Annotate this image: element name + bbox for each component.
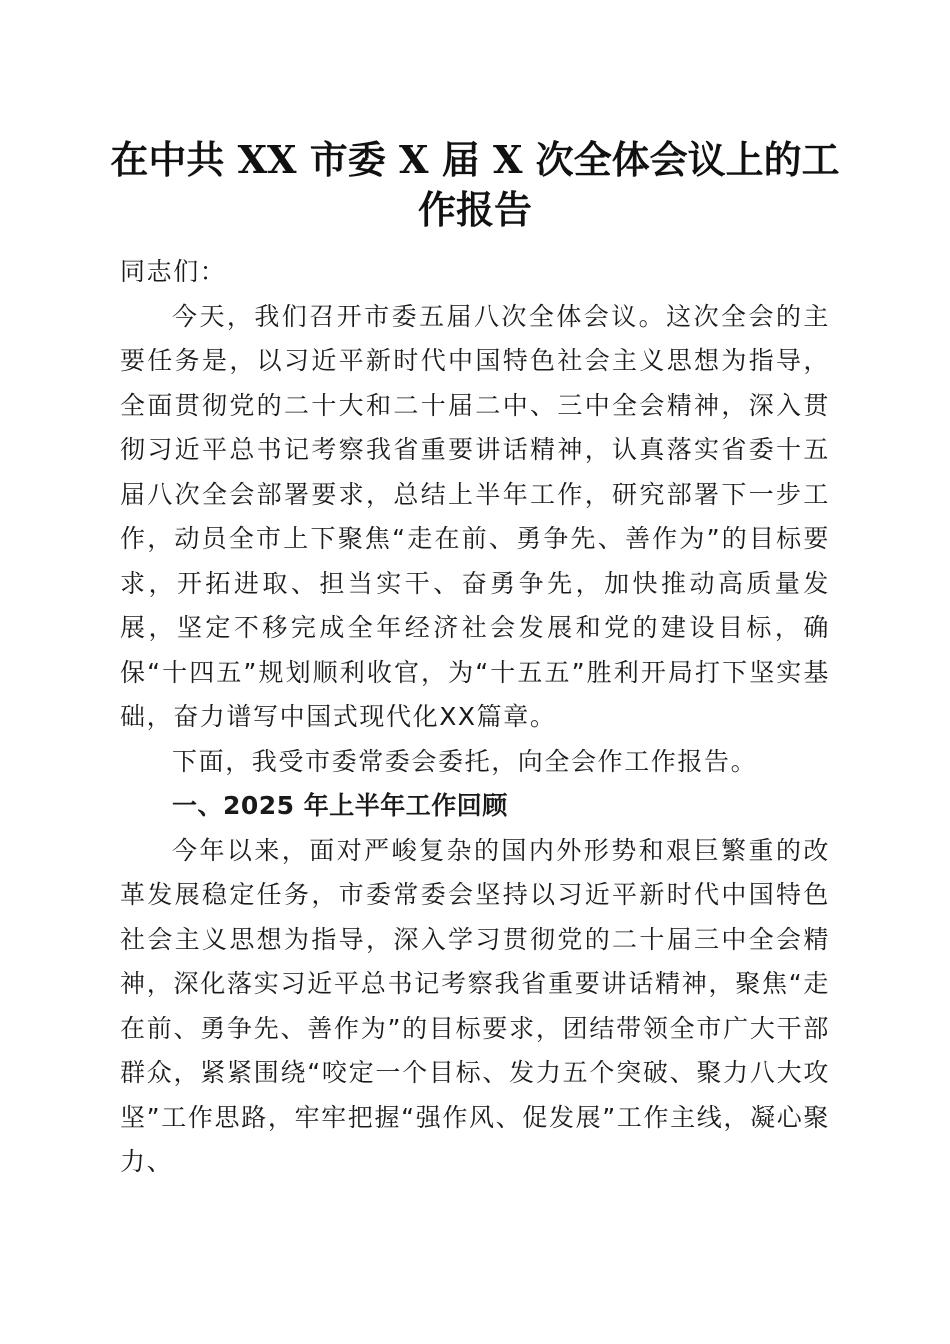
paragraph-transition: 下面，我受市委常委会委托，向全会作工作报告。 [172, 746, 758, 776]
section-heading: 一、2025 年上半年工作回顾 [172, 791, 508, 820]
salutation: 同志们： [120, 257, 227, 286]
document-title: 在中共 XX 市委 X 届 X 次全体会议上的工作报告 [110, 137, 840, 232]
document-body [120, 250, 830, 1185]
paragraph-review: 今年以来，面对严峻复杂的国内外形势和艰巨繁重的改革发展稳定任务，市委常委会坚持以习近平新时代中国特色社会主义思想为指导，深入学习贯彻党的二十届三中全会精神，深化落实习近平总书记考察我省重要讲话精神，聚焦“走在前、勇争先、善作为”的目标要求，团结带领全市广大干部群众，紧紧围绕“咬定一个目标、发力五个突破、聚力八大攻坚”工作思路，牢牢把握“强作风、促发展”工作主线，凝心聚力、 [120, 835, 830, 1176]
paragraph-opening: 今天，我们召开市委五届八次全体会议。这次全会的主要任务是，以习近平新时代中国特色社会主义思想为指导，全面贯彻党的二十大和二十届二中、三中全会精神，深入贯彻习近平总书记考察我省重要讲话精神，认真落实省委十五届八次全会部署要求，总结上半年工作，研究部署下一步工作，动员全市上下聚焦“走在前、勇争先、善作为”的目标要求，开拓进取、担当实干、奋勇争先，加快推动高质量发展，坚定不移完成全年经济社会发展和党的建设目标，确保“十四五”规划顺利收官，为“十五五”胜利开局打下坚实基础，奋力谱写中国式现代化XX篇章。 [120, 301, 830, 731]
